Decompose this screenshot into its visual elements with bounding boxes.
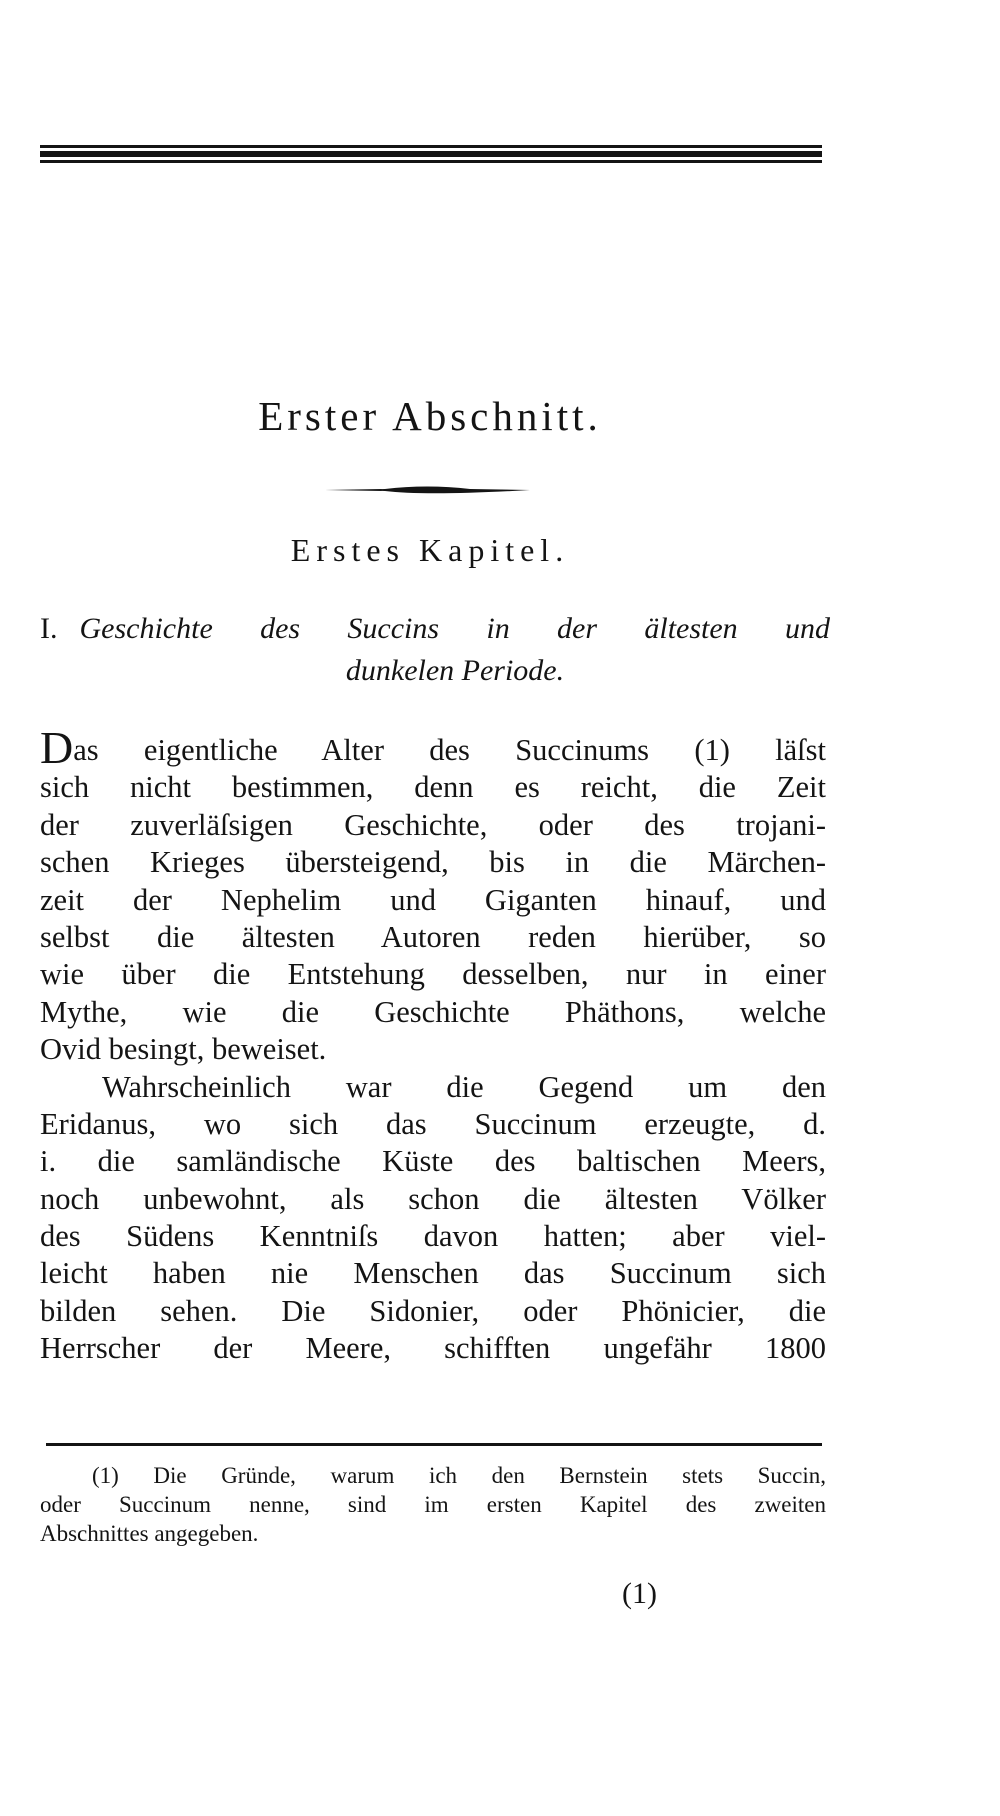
footnote-rule [46, 1443, 822, 1446]
section-title: Erster Abschnitt. [258, 393, 602, 439]
text-line: noch unbewohnt, als schon die ältesten Völker [40, 1181, 826, 1216]
rule-line [40, 151, 822, 157]
footnote-line: oder Succinum nenne, sind im ersten Kapitel des zweiten [40, 1492, 826, 1517]
chapter-title: Erstes Kapitel. [290, 532, 570, 568]
text-line: Mythe, wie die Geschichte Phäthons, welche [40, 994, 826, 1029]
rule-line [40, 160, 822, 163]
heading-line [40, 608, 830, 650]
text-line: wie über die Entstehung desselben, nur in einer [40, 957, 826, 992]
heading-line: dunkelen Periode. [345, 654, 565, 687]
text-line: bilden sehen. Die Sidonier, oder Phönicier, die [40, 1293, 826, 1328]
text-line: schen Krieges übersteigend, bis in die Märchen- [40, 845, 826, 880]
footnote [40, 1461, 826, 1548]
signature-mark: (1) [622, 1577, 657, 1610]
text-line: Herrscher der Meere, schifften ungefähr 1800 [40, 1331, 826, 1366]
text-line: zeit der Nephelim und Giganten hinauf, und [40, 882, 826, 917]
rule-line [40, 145, 822, 148]
text-line: Eridanus, wo sich das Succinum erzeugte, d. [40, 1106, 826, 1141]
chapter-heading [40, 608, 830, 692]
ornament-rule-icon [325, 484, 530, 496]
text-line: Das eigentliche Alter des Succinums (1) läſst [40, 722, 826, 773]
text-line: Ovid besingt, beweiset. [40, 1032, 327, 1067]
text-line: i. die samländische Küste des baltischen Meers, [40, 1144, 826, 1179]
text-line: Wahrscheinlich war die Gegend um den [102, 1069, 826, 1104]
heading-number: I. [40, 612, 58, 645]
body-text [40, 722, 826, 1368]
text-line: leicht haben nie Menschen das Succinum sich [40, 1256, 826, 1291]
text-line: des Südens Kenntniſs davon hatten; aber viel- [40, 1219, 826, 1254]
footnote-line: (1) Die Gründe, warum ich den Bernstein stets Succin, [92, 1463, 826, 1488]
text-line: sich nicht bestimmen, denn es reicht, die Zeit [40, 770, 826, 805]
drop-cap: D [40, 722, 74, 773]
text-line: selbst die ältesten Autoren reden hierüber, so [40, 919, 826, 954]
footnote-line: Abschnittes angegeben. [40, 1521, 259, 1546]
text-line: der zuverläſsigen Geschichte, oder des trojani- [40, 807, 826, 842]
heading-text: Geschichte des Succins in der ältesten und [79, 612, 830, 645]
top-double-rule [40, 145, 822, 167]
